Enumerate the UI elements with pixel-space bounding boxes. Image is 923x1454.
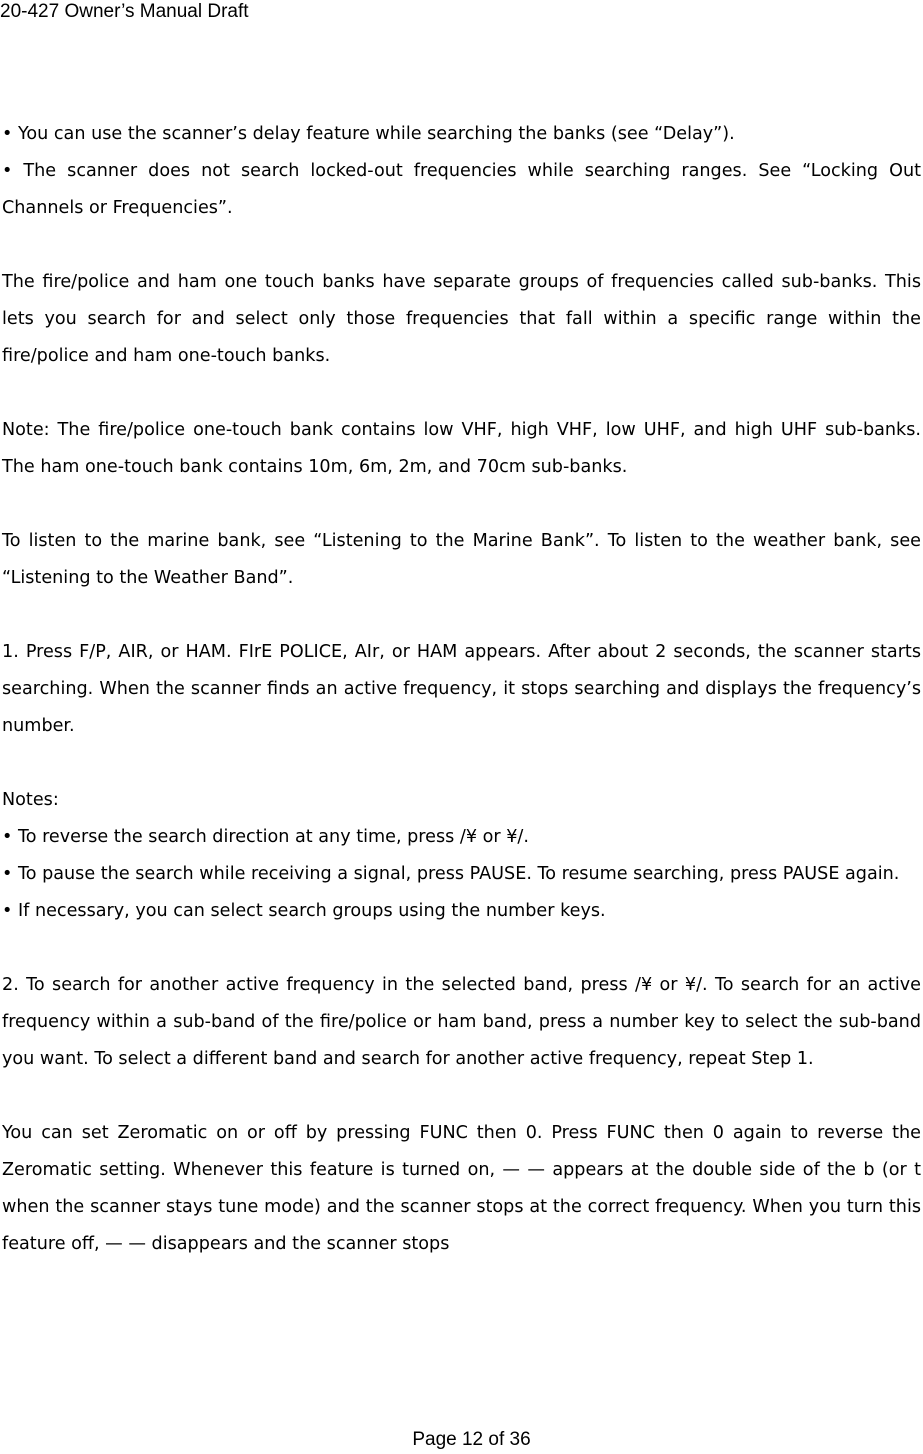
paragraph-marine-weather: To listen to the marine bank, see “Listening to the Marine Bank”. To listen to the weather bank, see “Listening to the Weather Band”. [2,531,921,588]
document-header: 20-427 Owner’s Manual Draft [0,1,249,22]
paragraph-zeromatic: You can set Zeromatic on or off by pressing FUNC then 0. Press FUNC then 0 again to reverse the Zeromatic setting. Whenever this feature is turned on, — — appears at the double side of the b (or t when the scanner stays tune mode) and the scanner stops at the correct frequency. When you turn this feature off, — — disappears and the scanner stops [2,1123,921,1254]
paragraph-spacer [2,597,921,634]
paragraph-spacer [2,1078,921,1115]
paragraph-spacer [2,227,921,264]
bullet-delay-feature: • You can use the scanner’s delay feature while searching the banks (see “Delay”). [2,124,735,144]
paragraph-sub-banks: The fire/police and ham one touch banks have separate groups of frequencies called sub-banks. This lets you search for and select only those frequencies that fall within a specific range within the fire/police and ham one-touch banks. [2,272,921,366]
paragraph-note-sub-banks: Note: The fire/police one-touch bank contains low VHF, high VHF, low UHF, and high UHF sub-banks. The ham one-touch bank contains 10m, 6m, 2m, and 70cm sub-banks. [2,420,921,477]
paragraph-spacer [2,375,921,412]
page-body [2,116,921,1263]
bullet-reverse-direction: • To reverse the search direction at any time, press /¥ or ¥/. [2,827,529,847]
paragraph-spacer [2,745,921,782]
page-footer [0,1428,923,1452]
bullet-locked-out: • The scanner does not search locked-out frequencies while searching ranges. See “Locking Out Channels or Frequencies”. [2,161,921,218]
step-1: 1. Press F/P, AIR, or HAM. FIrE POLICE, AIr, or HAM appears. After about 2 seconds, the scanner starts searching. When the scanner finds an active frequency, it stops searching and displays the frequency’s number. [2,642,921,736]
notes-heading: Notes: [2,790,59,810]
paragraph-spacer [2,930,921,967]
paragraph-spacer [2,486,921,523]
bullet-pause-search: • To pause the search while receiving a signal, press PAUSE. To resume searching, press PAUSE again. [2,864,900,884]
step-2: 2. To search for another active frequency in the selected band, press /¥ or ¥/. To search for an active frequency within a sub-band of the fire/police or ham band, press a number key to select the sub-band you want. To select a different band and search for another active frequency, repeat Step 1. [2,975,921,1069]
bullet-search-groups: • If necessary, you can select search groups using the number keys. [2,901,606,921]
page-number: Page 12 of 36 [412,1429,531,1450]
